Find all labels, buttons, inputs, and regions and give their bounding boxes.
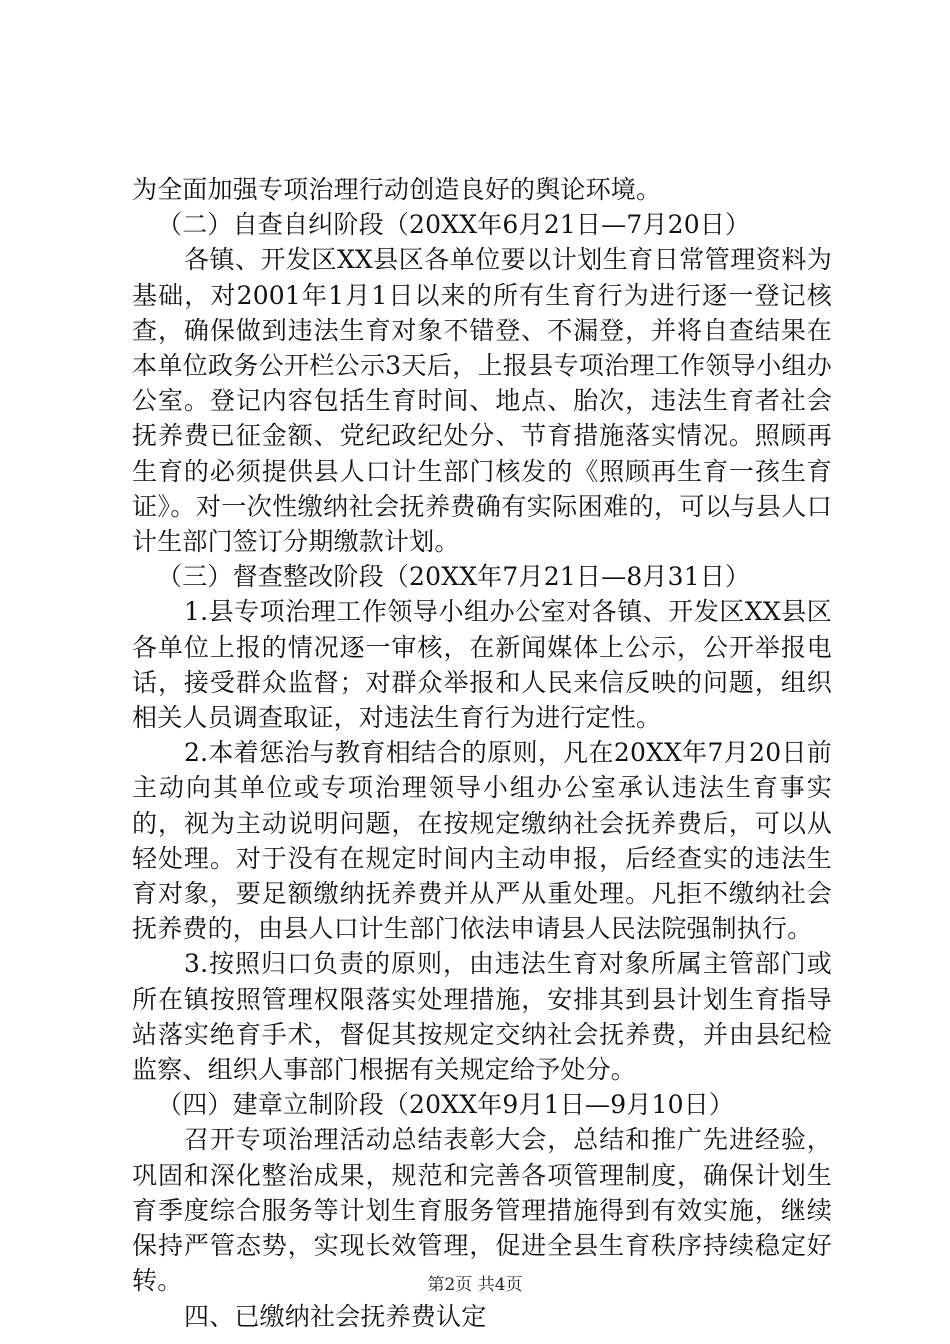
- paragraph-institution: 召开专项治理活动总结表彰大会，总结和推广先进经验，巩固和深化整治成果，规范和完善各项管理制度，确保计划生育季度综合服务等计划生育服务管理措施得到有效实施，继续保持严管态势，实现长效管理，促进全县生育秩序持续稳定好转。: [132, 1125, 832, 1296]
- paragraph-supervision-3: 3.按照归口负责的原则，由违法生育对象所属主管部门或所在镇按照管理权限落实处理措施，安排其到县计划生育指导站落实绝育手术，督促其按规定交纳社会抚养费，并由县纪检监察、组织人事部门根据有关规定给予处分。: [132, 949, 832, 1085]
- paragraph-self-inspection: 各镇、开发区XX县区各单位要以计划生育日常管理资料为基础，对2001年1月1日以来的所有生育行为进行逐一登记核查，确保做到违法生育对象不错登、不漏登，并将自查结果在本单位政务公开栏公示3天后，上报县专项治理工作领导小组办公室。登记内容包括生育时间、地点、胎次，违法生育者社会抚养费已征金额、党纪政纪处分、节育措施落实情况。照顾再生育的必须提供县人口计生部门核发的《照顾再生育一孩生育证》。对一次性缴纳社会抚养费确有实际困难的，可以与县人口计生部门签订分期缴款计划。: [132, 245, 832, 557]
- document-body: [132, 172, 832, 1334]
- paragraph-continuation: 为全面加强专项治理行动创造良好的舆论环境。: [132, 175, 662, 204]
- section-heading-supervision: （三）督查整改阶段（20XX年7月21日—8月31日）: [157, 562, 751, 592]
- section-heading-self-inspection: （二）自查自纠阶段（20XX年6月21日—7月20日）: [157, 210, 751, 240]
- paragraph-supervision-2: 2.本着惩治与教育相结合的原则，凡在20XX年7月20日前主动向其单位或专项治理领导小组办公室承认违法生育事实的，视为主动说明问题，在按规定缴纳社会抚养费后，可以从轻处理。对于没有在规定时间内主动申报，后经查实的违法生育对象，要足额缴纳抚养费并从严从重处理。凡拒不缴纳社会抚养费的，由县人口计生部门依法申请县人民法院强制执行。: [132, 738, 832, 944]
- section-heading-institution: （四）建章立制阶段（20XX年9月1日—9月10日）: [157, 1090, 735, 1120]
- paragraph-supervision-1: 1.县专项治理工作领导小组办公室对各镇、开发区XX县区各单位上报的情况逐一审核，在新闻媒体上公示，公开举报电话，接受群众监督；对群众举报和人民来信反映的问题，组织相关人员调查取证，对违法生育行为进行定性。: [132, 597, 832, 733]
- page-footer: 第2页 共4页: [427, 1275, 523, 1295]
- section-heading-fee-recognition: 四、已缴纳社会抚养费认定: [184, 1301, 487, 1331]
